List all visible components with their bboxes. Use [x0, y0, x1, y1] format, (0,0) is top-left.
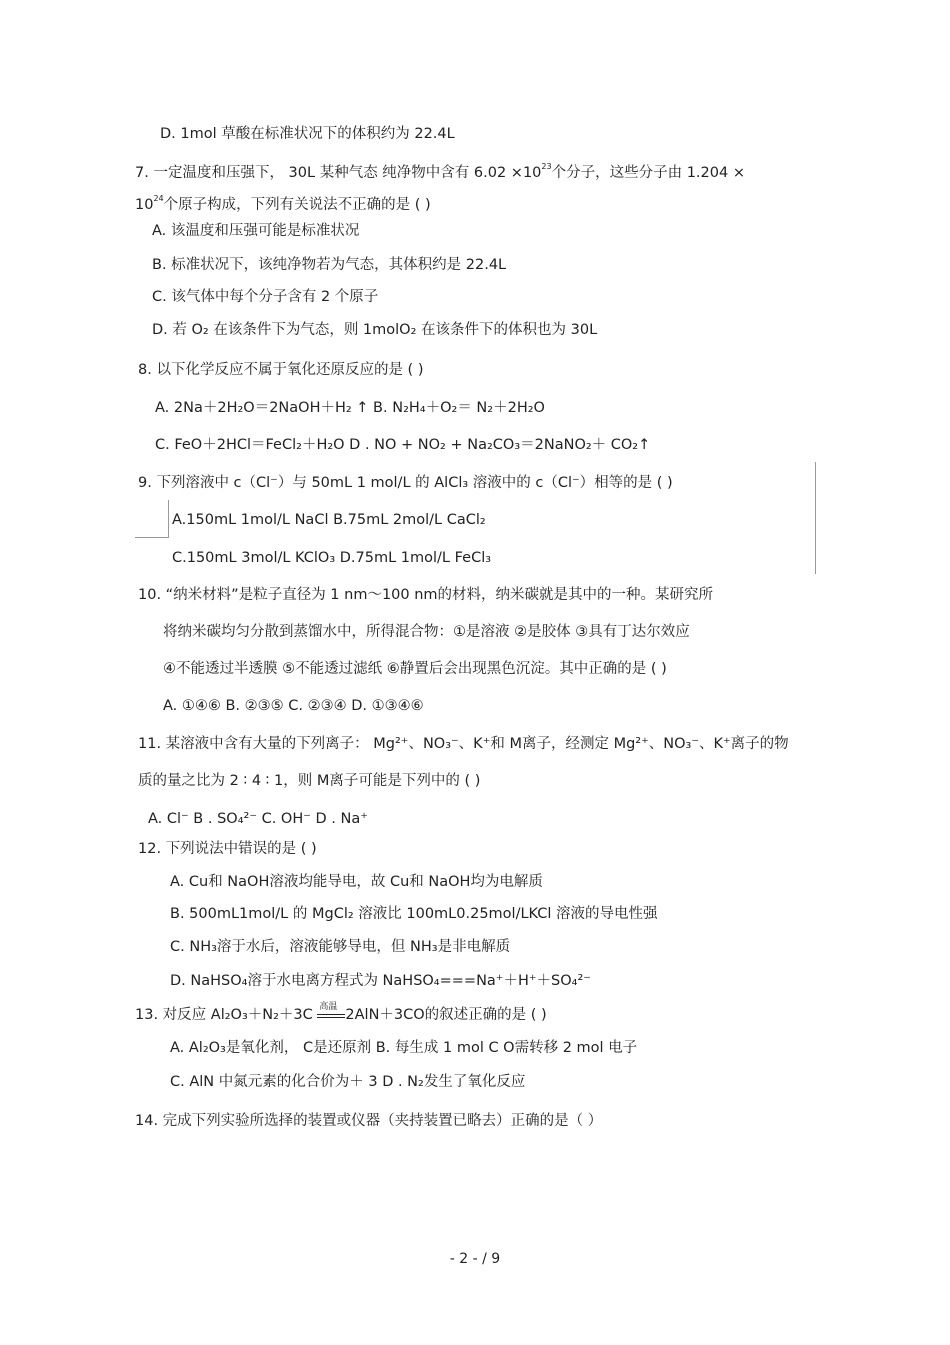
- q7-stem-cont-text: 个原子构成，下列有关说法不正确的是 ( ): [163, 197, 431, 213]
- q13-options-ab: A. Al₂O₃是氧化剂， C是还原剂 B. 每生成 1 mol C O需转移 2 mol 电子: [170, 1040, 638, 1056]
- q10-stem-3: ④不能透过半透膜 ⑤不能透过滤纸 ⑥静置后会出现黑色沉淀。其中正确的是 ( ): [163, 661, 667, 677]
- q7-option-b: B. 标准状况下，该纯净物若为气态，其体积约是 22.4L: [152, 257, 507, 273]
- q12-stem: 12. 下列说法中错误的是 ( ): [138, 841, 317, 857]
- q13-options-cd: C. AlN 中氮元素的化合价为＋ 3 D . N₂发生了氧化反应: [170, 1074, 526, 1090]
- q9-options-ab: A.150mL 1mol/L NaCl B.75mL 2mol/L CaCl₂: [172, 512, 486, 528]
- q9-options-cd: C.150mL 3mol/L KClO₃ D.75mL 1mol/L FeCl₃: [172, 550, 492, 566]
- q7-exponent: 23: [541, 162, 552, 171]
- q9-border-right: [815, 462, 816, 574]
- q8-options-cd: C. FeO＋2HCl＝FeCl₂＋H₂O D . NO + NO₂ + Na₂CO₃＝2NaNO₂＋ CO₂↑: [155, 437, 651, 453]
- q13-products: 2AlN＋3CO的叙述正确的是 ( ): [345, 1007, 547, 1023]
- q9-stem: 9. 下列溶液中 c（Cl⁻）与 50mL 1 mol/L 的 AlCl₃ 溶液中的 c（Cl⁻）相等的是 ( ): [138, 475, 673, 491]
- page-number: - 2 - / 9: [449, 1251, 501, 1267]
- q9-border-bottom: [135, 537, 169, 538]
- q12-option-b: B. 500mL1mol/L 的 MgCl₂ 溶液比 100mL0.25mol/LKCl 溶液的导电性强: [170, 906, 658, 922]
- q11-stem-2: 质的量之比为 2 ∶ 4 ∶ 1，则 M离子可能是下列中的 ( ): [138, 773, 481, 789]
- q13-equals-bar-bottom: [317, 1017, 345, 1018]
- q7-stem: [135, 158, 745, 182]
- q9-border-left: [168, 500, 169, 538]
- q12-option-a: A. Cu和 NaOH溶液均能导电，故 Cu和 NaOH均为电解质: [170, 874, 543, 890]
- q6-option-d: D. 1mol 草酸在标准状况下的体积约为 22.4L: [160, 126, 455, 142]
- q12-option-c: C. NH₃溶于水后，溶液能够导电，但 NH₃是非电解质: [170, 939, 511, 955]
- q12-option-d: D. NaHSO₄溶于水电离方程式为 NaHSO₄===Na⁺＋H⁺＋SO₄²⁻: [170, 973, 591, 989]
- q8-options-ab: A. 2Na＋2H₂O＝2NaOH＋H₂ ↑ B. N₂H₄＋O₂＝ N₂＋2H₂O: [155, 400, 545, 416]
- q13-condition-label: 高温: [319, 1002, 338, 1012]
- q13-equals-bar-top: [317, 1014, 345, 1015]
- q11-stem: 11. 某溶液中含有大量的下列离子： Mg²⁺、NO₃⁻、K⁺和 M离子，经测定 Mg²⁺、NO₃⁻、K⁺离子的物: [138, 736, 789, 752]
- q7-stem-tail: 个分子，这些分子由 1.204 ×: [551, 165, 745, 181]
- q10-stem: 10. “纳米材料”是粒子直径为 1 nm～100 nm的材料，纳米碳就是其中的一种。某研究所: [138, 587, 714, 603]
- q7-base: 10: [135, 197, 154, 213]
- q13-reactants: 13. 对反应 Al₂O₃＋N₂＋3C: [135, 1007, 318, 1023]
- q7-exponent-2: 24: [153, 194, 164, 203]
- q7-stem-text: 7. 一定温度和压强下， 30L 某种气态 纯净物中含有 6.02 ×10: [135, 165, 542, 181]
- q13-stem: [135, 1002, 547, 1024]
- q7-option-a: A. 该温度和压强可能是标准状况: [152, 223, 360, 239]
- q10-options: A. ①④⑥ B. ②③⑤ C. ②③④ D. ①③④⑥: [163, 698, 424, 714]
- q7-option-d: D. 若 O₂ 在该条件下为气态，则 1molO₂ 在该条件下的体积也为 30L: [152, 322, 598, 338]
- q10-stem-2: 将纳米碳均匀分散到蒸馏水中，所得混合物：①是溶液 ②是胶体 ③具有丁达尔效应: [163, 624, 690, 640]
- q8-stem: 8. 以下化学反应不属于氧化还原反应的是 ( ): [138, 362, 424, 378]
- q11-options: A. Cl⁻ B . SO₄²⁻ C. OH⁻ D . Na⁺: [148, 811, 368, 827]
- q7-option-c: C. 该气体中每个分子含有 2 个原子: [152, 289, 379, 305]
- q14-stem: 14. 完成下列实验所选择的装置或仪器（夹持装置已略去）正确的是（ ）: [135, 1113, 603, 1129]
- q13-condition-arrow: [317, 1002, 345, 1024]
- q7-stem-cont: [135, 190, 431, 214]
